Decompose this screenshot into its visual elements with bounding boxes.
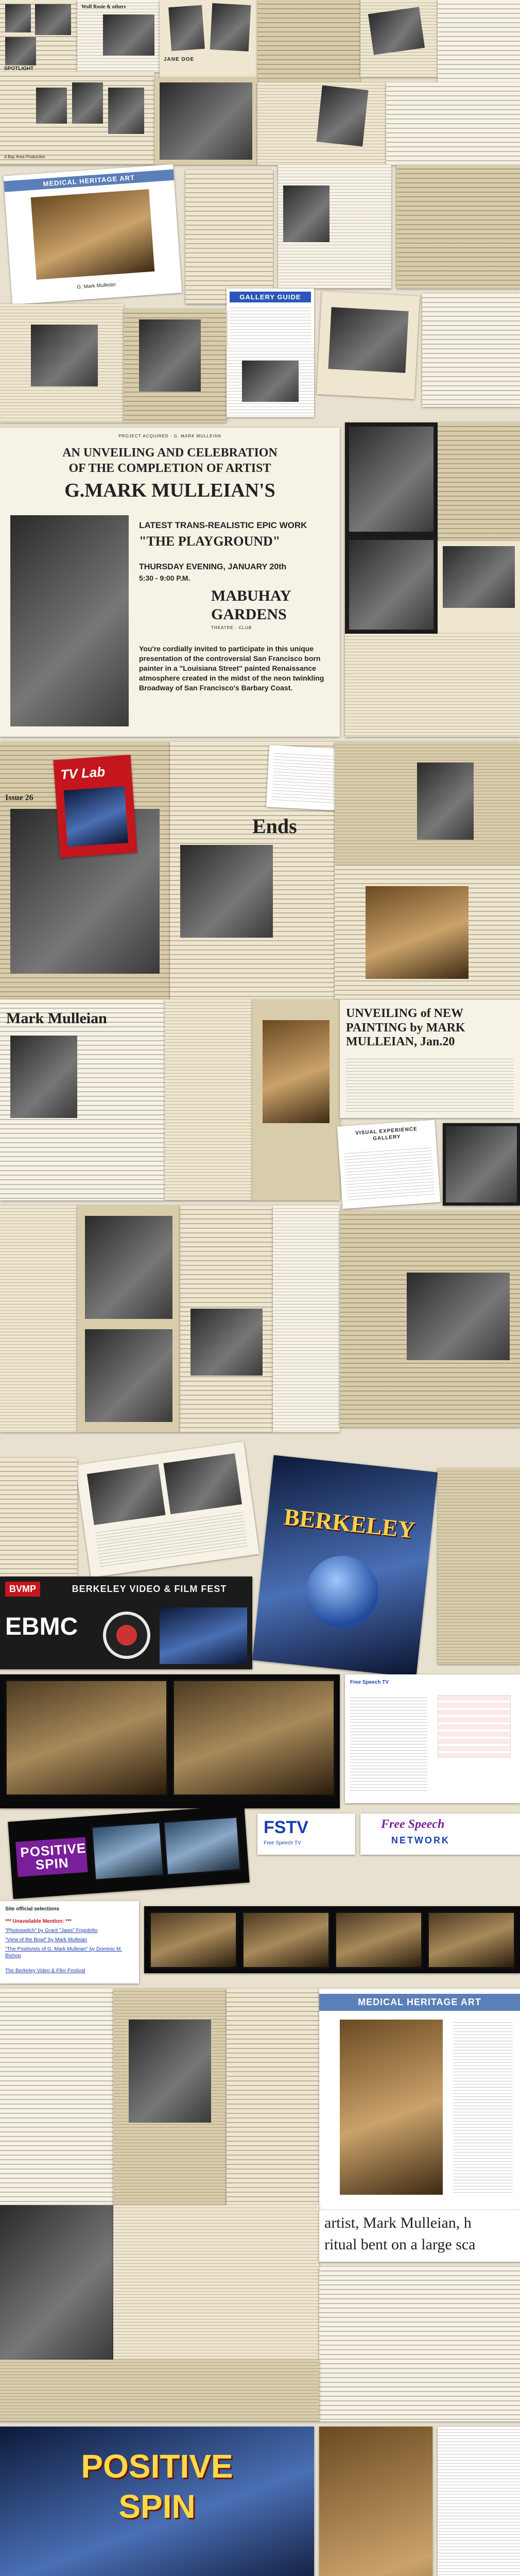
clipping-photo — [316, 86, 368, 147]
gallery-photo — [283, 185, 330, 242]
sentinel-clipping — [438, 541, 520, 644]
clipping-article-column — [360, 0, 438, 77]
sentinel-photo — [443, 546, 515, 608]
video-still — [427, 1911, 515, 1969]
gallery-guide-text — [230, 305, 311, 342]
clipping-photo — [85, 1329, 172, 1422]
poster-globe — [303, 1552, 382, 1632]
clipping-photo — [190, 1309, 263, 1376]
unveiling-headline: UNVEILING of NEW PAINTING by MARK MULLEIAN, Jan.20 — [346, 1007, 465, 1049]
clipping-article-column — [257, 0, 360, 82]
quote-line-1: artist, Mark Mulleian, h — [324, 2214, 472, 2231]
unveiling-text — [346, 1056, 514, 1113]
brochure-photo — [242, 361, 299, 402]
berkeley-poster — [252, 1455, 438, 1677]
visual-experience-text — [344, 1145, 435, 1202]
cast-photo — [5, 37, 36, 65]
clipping-article-column — [340, 1211, 520, 1427]
portrait-photo — [168, 5, 205, 51]
medical-heritage-panel — [319, 1989, 520, 2210]
clipping-photo — [129, 2020, 211, 2123]
tv-lab-image — [64, 786, 128, 847]
invitation-venue-2: GARDENS — [211, 606, 287, 623]
artist-credit: G. Mark Mulleian — [76, 282, 116, 291]
link-photoswitch[interactable]: "Photoswitch" by Grant "Jaws" Frigoletto — [5, 1928, 98, 1934]
schedule-table — [438, 1695, 511, 1758]
network-header: Free Speech TV — [350, 1680, 389, 1685]
clipping-article-column — [185, 170, 273, 304]
clipping-article-column — [0, 1989, 113, 2205]
clipping-article-column — [113, 1989, 227, 2205]
clipping-photo — [368, 7, 425, 55]
clipping-photo-column — [77, 1206, 180, 1432]
clipping-wolf-rosie — [77, 0, 160, 72]
note-text — [271, 751, 341, 806]
video-still — [172, 1680, 335, 1796]
fstv-sub: Free Speech TV — [264, 1840, 301, 1846]
medical-heritage-title: MEDICAL HERITAGE ART — [4, 170, 174, 192]
medical-heritage-text — [453, 2020, 513, 2195]
clipping-article-column — [319, 2267, 520, 2421]
clipping-photo — [72, 82, 103, 124]
clipping-article-column — [165, 999, 252, 1200]
cast-photo — [5, 4, 31, 32]
peace-icon — [103, 1612, 150, 1659]
positive-spin-strip — [8, 1805, 249, 1899]
invitation-venue-1: MABUHAY — [211, 587, 291, 604]
video-still — [163, 1816, 241, 1876]
free-speech-label: Free Speech — [381, 1818, 445, 1831]
film-still — [163, 1453, 242, 1515]
clipping-article-column — [422, 294, 520, 407]
painting-image — [31, 189, 155, 280]
photo-artist-sitting — [345, 422, 438, 536]
network-listing — [345, 1674, 520, 1803]
visual-experience-card — [337, 1120, 441, 1209]
artist-photo — [10, 1036, 77, 1118]
clipping-article-column — [438, 0, 520, 88]
clipping-article-column — [180, 1206, 273, 1432]
clipping-photo — [417, 762, 474, 840]
clipping-photo — [407, 1273, 510, 1360]
links-panel — [0, 1901, 139, 1984]
clipping-jane-doe — [160, 0, 257, 77]
poster-thumb — [160, 1607, 247, 1664]
invitation-intro: PROJECT ACQUIRED · G. MARK MULLEIAN — [118, 434, 221, 438]
clipping-cast-photos — [0, 0, 77, 72]
clipping-article-column — [0, 1206, 77, 1432]
clipping-photo — [85, 1216, 172, 1319]
clipping-article-column — [257, 82, 386, 165]
film-still — [87, 1464, 166, 1526]
links-head: Site official selections — [5, 1906, 60, 1912]
invitation-headline-1: AN UNVEILING AND CELEBRATION — [62, 446, 278, 460]
quote-line-2: ritual bent on a large sca — [324, 2236, 476, 2253]
gallery-photo — [349, 540, 434, 630]
positive-spin-panel — [0, 2427, 314, 2576]
mark-mulleian-name: Mark Mulleian — [6, 1010, 107, 1027]
invitation-subhead: LATEST TRANS-REALISTIC EPIC WORK — [139, 520, 307, 530]
invitation-headline-2: OF THE COMPLETION OF ARTIST — [68, 462, 271, 475]
newspaper-photo — [180, 845, 273, 938]
clipping-photo — [366, 886, 469, 979]
invitation-artist: G.MARK MULLEIAN'S — [64, 480, 275, 501]
invitation-date: THURSDAY EVENING, JANUARY 20th — [139, 563, 287, 571]
unveiling-new-clipping — [340, 999, 520, 1118]
photo-studio — [443, 1123, 520, 1206]
gallery-guide-title: GALLERY GUIDE — [230, 292, 311, 302]
ebmc-label: EBMC — [5, 1613, 78, 1640]
chronicle-clipping — [317, 291, 420, 399]
clipping-article-column — [386, 82, 520, 165]
invitation-work-title: "THE PLAYGROUND" — [139, 534, 281, 549]
clipping-article-column — [335, 866, 520, 999]
clipping-article-column — [124, 309, 227, 422]
clipping-article-column — [113, 2205, 319, 2360]
clipping-article-column — [335, 742, 520, 866]
cast-photo — [35, 4, 71, 35]
berkeley-black-panel — [0, 1577, 252, 1669]
clipping-photo — [108, 88, 144, 134]
video-still — [5, 1680, 168, 1796]
side-text-column — [438, 2427, 520, 2576]
links-line: *** Unavailable Mention: *** — [5, 1919, 72, 1924]
invitation-time: 5:30 - 9:00 P.M. — [139, 574, 190, 582]
sculpture-photo — [263, 1020, 330, 1123]
video-still — [335, 1911, 423, 1969]
sculpture-clipping — [252, 999, 340, 1200]
clipping-headline: Wolf Rosie & others — [81, 4, 126, 10]
gallery-listing — [278, 165, 391, 289]
medical-heritage-bottom-title: MEDICAL HERITAGE ART — [319, 1994, 520, 2011]
link-positivists[interactable]: "The Positivists of G. Mark Mulleian" by Dominic M. Bishop — [5, 1946, 123, 1959]
portrait-photo — [210, 3, 251, 52]
photo-gallery-interior — [345, 536, 438, 634]
link-view-of-bowl[interactable]: "View of the Bowl" by Mark Mulleian — [5, 1937, 88, 1943]
clipping-photo — [139, 319, 201, 392]
clipping-article-column — [273, 1206, 340, 1432]
network-text — [350, 1695, 427, 1793]
film-strip-clipping — [75, 1442, 259, 1578]
berkeley-banner: BERKELEY VIDEO & FILM FEST — [72, 1584, 227, 1594]
clipping-article-column — [345, 634, 520, 737]
video-frame-strip — [144, 1906, 520, 1973]
network-label: NETWORK — [391, 1835, 450, 1845]
clipping-photo — [103, 14, 154, 56]
free-speech-network-logo — [360, 1814, 520, 1855]
fstv-logo — [257, 1814, 355, 1855]
visual-experience-title: VISUAL EXPERIENCE GALLERY — [355, 1126, 418, 1142]
clipping-article-column — [227, 1989, 319, 2205]
invitation-venue-3: THEATRE · CLUB — [211, 625, 252, 630]
clipping-film-still — [154, 77, 257, 165]
bvmp-tag: BVMP — [5, 1582, 40, 1597]
artist-portrait — [10, 515, 129, 726]
fstv-label: FSTV — [264, 1818, 308, 1837]
chronicle-photo — [328, 307, 408, 373]
gallery-guide-card — [227, 289, 314, 345]
clipping-article-column — [396, 165, 520, 289]
clipping-article-column — [0, 1458, 77, 1577]
positive-spin-logo: POSITIVE SPIN — [15, 1837, 88, 1877]
clipping-article-column — [0, 304, 124, 422]
video-still — [91, 1822, 164, 1881]
mark-mulleian-clipping — [0, 999, 165, 1200]
invitation-text: You're cordially invited to participate in this unique presentation of the controversial San Francisco born painter in a "Louisiana Street" painted Renaissance atmosphere created in the midst of the neon twinkling Broadway of San Francisco's Barbary Coast. — [139, 645, 324, 692]
playground-invitation — [0, 428, 340, 737]
medical-heritage-card — [4, 164, 182, 304]
clipping-collage — [0, 72, 154, 165]
artist-photo — [349, 427, 434, 532]
clipping-article-column — [438, 1468, 520, 1664]
positive-spin-title: POSITIVE — [81, 2448, 233, 2485]
quote-banner — [319, 2210, 520, 2262]
studio-photo — [446, 1126, 517, 1202]
link-berkeley-festival[interactable]: The Berkeley Video & Film Festival — [5, 1968, 85, 1974]
clipping-article-column — [0, 2360, 319, 2421]
portrait-clipping — [0, 2205, 113, 2360]
painting-figure — [319, 2427, 432, 2576]
tv-lab-card — [54, 755, 137, 858]
clipping-photo — [31, 325, 98, 386]
painting-image — [340, 2020, 443, 2195]
brochure-page — [227, 345, 314, 417]
positive-spin-title-2: SPIN — [118, 2488, 196, 2525]
issue-label: Issue 26 — [5, 793, 33, 802]
berkeley-poster-title: BERKELEY — [282, 1503, 417, 1544]
production-credit: A Bay Area Production — [4, 155, 46, 159]
newspaper-heading: Ends — [252, 815, 297, 838]
jane-doe-label: JANE DOE — [164, 57, 195, 62]
tv-lab-label: TV Lab — [60, 764, 106, 783]
spotlight-label: SPOTLIGHT — [4, 66, 34, 72]
clipping-photo — [36, 88, 67, 124]
video-still — [149, 1911, 237, 1969]
video-still — [242, 1911, 330, 1969]
clipping-article-column — [438, 422, 520, 541]
film-still-photo — [160, 82, 252, 160]
video-frame-panel — [0, 1674, 340, 1808]
